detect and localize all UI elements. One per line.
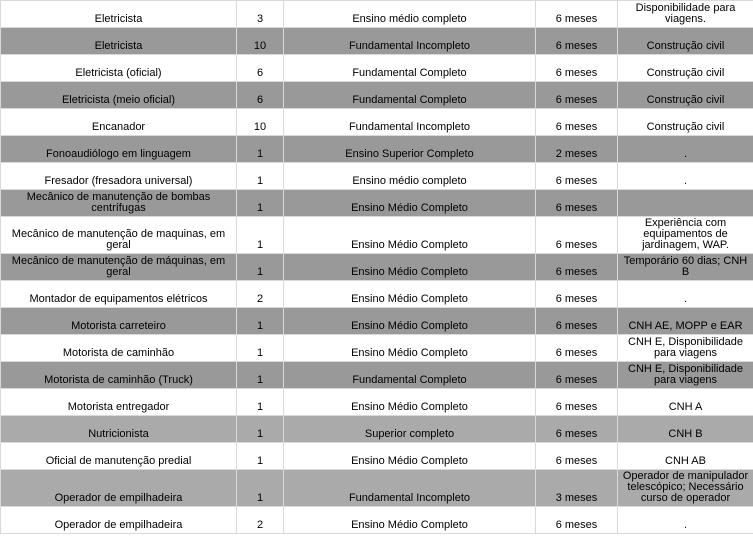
table-row [1,136,753,163]
cell-escolaridade: Superior completo [284,416,536,443]
cell-vagas: 2 [237,507,284,534]
cell-escolaridade: Fundamental Incompleto [284,470,536,507]
cell-cargo: Operador de empilhadeira [1,507,237,534]
cell-cargo: Fonoaudiólogo em linguagem [1,136,237,163]
table-row [1,190,753,217]
cell-escolaridade: Ensino Médio Completo [284,335,536,362]
cell-experiencia: 6 meses [536,109,618,136]
cell-experiencia: 6 meses [536,308,618,335]
cell-vagas: 1 [237,389,284,416]
table-row [1,443,753,470]
cell-escolaridade: Fundamental Completo [284,362,536,389]
cell-vagas: 1 [237,308,284,335]
table-row [1,335,753,362]
table-row [1,308,753,335]
cell-experiencia: 6 meses [536,362,618,389]
table-row [1,82,753,109]
cell-obs: CNH E, Disponibilidade para viagens [618,362,753,389]
cell-cargo: Operador de empilhadeira [1,470,237,507]
cell-vagas: 1 [237,254,284,281]
cell-obs: Construção civil [618,28,753,55]
cell-experiencia: 6 meses [536,443,618,470]
cell-vagas: 1 [237,470,284,507]
cell-cargo: Eletricista [1,1,237,28]
table-row [1,416,753,443]
table-row [1,281,753,308]
cell-escolaridade: Ensino Médio Completo [284,190,536,217]
cell-escolaridade: Ensino Médio Completo [284,308,536,335]
cell-experiencia: 6 meses [536,190,618,217]
cell-cargo: Mecânico de manutenção de maquinas, em geral [1,217,237,254]
cell-cargo: Motorista de caminhão (Truck) [1,362,237,389]
cell-vagas: 6 [237,82,284,109]
cell-escolaridade: Ensino Médio Completo [284,507,536,534]
cell-cargo: Nutricionista [1,416,237,443]
cell-escolaridade: Ensino Médio Completo [284,281,536,308]
cell-vagas: 1 [237,136,284,163]
cell-escolaridade: Fundamental Completo [284,82,536,109]
cell-experiencia: 3 meses [536,470,618,507]
cell-cargo: Motorista entregador [1,389,237,416]
cell-obs: Operador de manipulador telescópico; Necessário curso de operador [618,470,753,507]
table-row [1,55,753,82]
table-row [1,470,753,507]
cell-cargo: Motorista de caminhão [1,335,237,362]
cell-obs: Construção civil [618,55,753,82]
cell-obs: Construção civil [618,82,753,109]
cell-vagas: 1 [237,217,284,254]
cell-experiencia: 6 meses [536,507,618,534]
cell-cargo: Mecânico de manutenção de bombas centrífugas [1,190,237,217]
cell-experiencia: 6 meses [536,217,618,254]
cell-cargo: Oficial de manutenção predial [1,443,237,470]
cell-vagas: 1 [237,362,284,389]
cell-escolaridade: Ensino Superior Completo [284,136,536,163]
cell-cargo: Mecânico de manutenção de máquinas, em geral [1,254,237,281]
cell-escolaridade: Ensino Médio Completo [284,254,536,281]
cell-escolaridade: Ensino médio completo [284,163,536,190]
table-row [1,389,753,416]
cell-vagas: 1 [237,163,284,190]
cell-obs: CNH A [618,389,753,416]
table-row [1,1,753,28]
table-row [1,28,753,55]
cell-obs [618,190,753,217]
cell-obs: CNH AB [618,443,753,470]
cell-vagas: 10 [237,109,284,136]
cell-cargo: Encanador [1,109,237,136]
cell-escolaridade: Fundamental Incompleto [284,28,536,55]
cell-obs: Experiência com equipamentos de jardinagem, WAP. [618,217,753,254]
cell-cargo: Motorista carreteiro [1,308,237,335]
cell-vagas: 2 [237,281,284,308]
cell-obs: Temporário 60 dias; CNH B [618,254,753,281]
table-row [1,507,753,534]
cell-obs: CNH AE, MOPP e EAR [618,308,753,335]
cell-experiencia: 6 meses [536,416,618,443]
cell-escolaridade: Ensino Médio Completo [284,217,536,254]
cell-experiencia: 6 meses [536,281,618,308]
cell-escolaridade: Ensino Médio Completo [284,389,536,416]
cell-escolaridade: Fundamental Completo [284,55,536,82]
table-row [1,254,753,281]
cell-obs: . [618,136,753,163]
cell-escolaridade: Fundamental Incompleto [284,109,536,136]
cell-vagas: 10 [237,28,284,55]
cell-cargo: Eletricista (meio oficial) [1,82,237,109]
cell-vagas: 3 [237,1,284,28]
cell-obs: . [618,163,753,190]
cell-experiencia: 6 meses [536,1,618,28]
cell-obs: . [618,281,753,308]
cell-vagas: 1 [237,443,284,470]
cell-obs: Disponibilidade para viagens. [618,1,753,28]
cell-experiencia: 6 meses [536,55,618,82]
cell-cargo: Eletricista (oficial) [1,55,237,82]
cell-obs: CNH E, Disponibilidade para viagens [618,335,753,362]
cell-experiencia: 6 meses [536,389,618,416]
cell-experiencia: 6 meses [536,82,618,109]
cell-vagas: 6 [237,55,284,82]
table-row [1,163,753,190]
cell-experiencia: 6 meses [536,335,618,362]
cell-cargo: Montador de equipamentos elétricos [1,281,237,308]
jobs-table-body [1,1,753,534]
cell-experiencia: 6 meses [536,28,618,55]
cell-experiencia: 2 meses [536,136,618,163]
cell-cargo: Eletricista [1,28,237,55]
cell-obs: . [618,507,753,534]
table-row [1,217,753,254]
cell-vagas: 1 [237,190,284,217]
cell-vagas: 1 [237,335,284,362]
cell-escolaridade: Ensino Médio Completo [284,443,536,470]
table-row [1,362,753,389]
table-row [1,109,753,136]
cell-experiencia: 6 meses [536,254,618,281]
cell-obs: CNH B [618,416,753,443]
cell-vagas: 1 [237,416,284,443]
cell-obs: Construção civil [618,109,753,136]
cell-cargo: Fresador (fresadora universal) [1,163,237,190]
cell-escolaridade: Ensino médio completo [284,1,536,28]
cell-experiencia: 6 meses [536,163,618,190]
